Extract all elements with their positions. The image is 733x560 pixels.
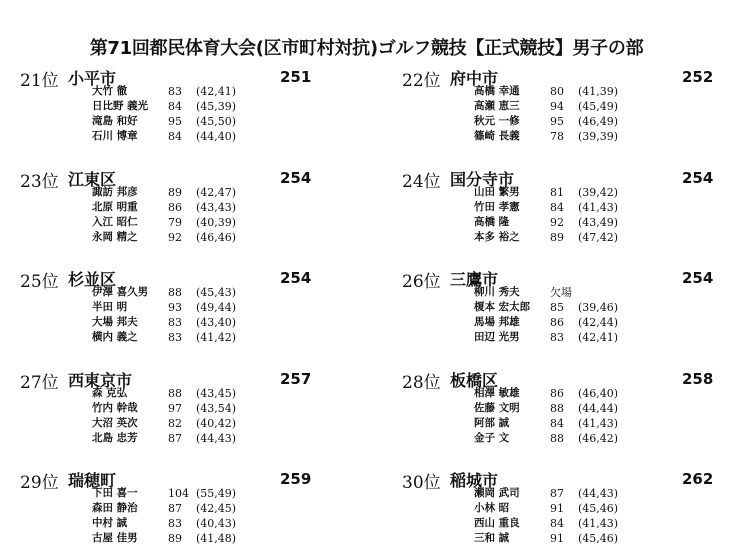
player-score: 88 <box>550 432 564 445</box>
player-name: 森田 静治 <box>92 502 138 514</box>
player-name: 大場 邦夫 <box>92 316 138 328</box>
player-row <box>92 129 312 144</box>
player-name: 秋元 一修 <box>474 115 520 127</box>
player-name: 竹内 幹哉 <box>92 402 138 414</box>
player-score: 86 <box>550 387 564 400</box>
team-block <box>20 167 340 259</box>
player-detail: (44,40) <box>196 130 237 143</box>
player-detail: (40,43) <box>196 517 237 530</box>
player-row <box>474 114 694 129</box>
player-name: 竹田 孝憲 <box>474 201 520 213</box>
player-score: 84 <box>550 201 564 214</box>
player-score: 86 <box>168 201 182 214</box>
player-row <box>92 215 312 230</box>
player-detail: (41,39) <box>578 85 619 98</box>
player-detail: (41,43) <box>578 517 619 530</box>
team-name: 稲城市 <box>450 471 499 490</box>
player-row <box>92 300 312 315</box>
player-detail: (44,43) <box>578 487 619 500</box>
team-total-score: 254 <box>682 169 714 187</box>
player-name: 北原 明重 <box>92 201 138 213</box>
player-row <box>474 185 694 200</box>
player-name: 金子 文 <box>474 432 510 444</box>
player-detail: (42,45) <box>196 502 237 515</box>
player-name: 森 克弘 <box>92 387 128 399</box>
team-total-score: 254 <box>682 269 714 287</box>
player-score: 88 <box>168 286 182 299</box>
team-name: 瑞穂町 <box>68 471 117 490</box>
player-list <box>92 285 312 345</box>
player-row <box>92 401 312 416</box>
player-score: 88 <box>168 387 182 400</box>
team-block <box>20 267 340 359</box>
player-row <box>92 486 312 501</box>
player-name: 柳川 秀夫 <box>474 286 520 298</box>
player-score: 79 <box>168 216 182 229</box>
player-row <box>474 486 694 501</box>
player-row <box>92 416 312 431</box>
team-block <box>20 368 340 460</box>
player-row <box>92 285 312 300</box>
player-score: 87 <box>168 432 182 445</box>
player-row <box>92 84 312 99</box>
player-detail: (42,41) <box>196 85 237 98</box>
player-detail: (43,40) <box>196 316 237 329</box>
player-list <box>474 386 694 446</box>
player-row <box>474 300 694 315</box>
player-name: 石川 博章 <box>92 130 138 142</box>
player-name: 滝島 和好 <box>92 115 138 127</box>
player-detail: (39,42) <box>578 186 619 199</box>
player-name: 田辺 光男 <box>474 331 520 343</box>
player-row <box>92 501 312 516</box>
player-name: 小林 昭 <box>474 502 510 514</box>
team-rank: 24位 <box>402 172 441 192</box>
team-block <box>402 468 722 560</box>
player-row <box>474 230 694 245</box>
player-score: 104 <box>168 487 189 500</box>
player-list <box>474 185 694 245</box>
player-row <box>92 431 312 446</box>
player-score: 87 <box>550 487 564 500</box>
player-score: 89 <box>550 231 564 244</box>
player-score: 欠場 <box>550 286 572 299</box>
player-row <box>92 330 312 345</box>
player-score: 92 <box>168 231 182 244</box>
player-detail: (44,43) <box>196 432 237 445</box>
player-score: 80 <box>550 85 564 98</box>
player-score: 93 <box>168 301 182 314</box>
player-detail: (45,43) <box>196 286 237 299</box>
player-detail: (40,39) <box>196 216 237 229</box>
team-block <box>20 66 340 158</box>
player-name: 古屋 佳男 <box>92 532 138 544</box>
player-row <box>92 386 312 401</box>
player-name: 榎本 宏太郎 <box>474 301 531 313</box>
player-name: 西山 重良 <box>474 517 520 529</box>
player-detail: (45,46) <box>578 532 619 545</box>
player-detail: (42,41) <box>578 331 619 344</box>
player-detail: (46,49) <box>578 115 619 128</box>
player-row <box>92 114 312 129</box>
player-score: 97 <box>168 402 182 415</box>
player-name: 諏訪 邦彦 <box>92 186 138 198</box>
player-score: 91 <box>550 502 564 515</box>
player-row <box>474 516 694 531</box>
player-row <box>92 185 312 200</box>
team-rank: 30位 <box>402 473 441 493</box>
player-score: 89 <box>168 532 182 545</box>
player-list <box>92 185 312 245</box>
team-total-score: 254 <box>280 169 312 187</box>
player-name: 横内 義之 <box>92 331 138 343</box>
page-title: 第71回都民体育大会(区市町村対抗)ゴルフ競技【正式競技】男子の部 <box>89 38 644 59</box>
team-total-score: 252 <box>682 68 714 86</box>
player-score: 85 <box>550 301 564 314</box>
player-name: 馬場 邦雄 <box>474 316 520 328</box>
player-name: 下田 喜一 <box>92 487 138 499</box>
player-score: 89 <box>168 186 182 199</box>
player-row <box>92 516 312 531</box>
team-rank: 27位 <box>20 373 59 393</box>
player-detail: (45,46) <box>578 502 619 515</box>
player-score: 78 <box>550 130 564 143</box>
player-score: 95 <box>550 115 564 128</box>
player-row <box>92 531 312 546</box>
player-detail: (42,44) <box>578 316 619 329</box>
player-name: 高瀬 恵三 <box>474 100 520 112</box>
player-score: 86 <box>550 316 564 329</box>
team-name: 国分寺市 <box>450 170 515 189</box>
player-name: 半田 明 <box>92 301 128 313</box>
player-name: 本多 裕之 <box>474 231 520 243</box>
team-rank: 26位 <box>402 272 441 292</box>
player-detail: (55,49) <box>196 487 237 500</box>
player-name: 高橋 幸通 <box>474 85 520 97</box>
team-total-score: 254 <box>280 269 312 287</box>
team-total-score: 258 <box>682 370 714 388</box>
team-rank: 29位 <box>20 473 59 493</box>
team-block <box>402 368 722 460</box>
team-rank: 23位 <box>20 172 59 192</box>
player-list <box>92 486 312 546</box>
team-total-score: 262 <box>682 470 714 488</box>
player-detail: (42,47) <box>196 186 237 199</box>
player-list <box>474 84 694 144</box>
player-name: 高橋 隆 <box>474 216 510 228</box>
player-detail: (40,42) <box>196 417 237 430</box>
player-name: 北島 忠芳 <box>92 432 138 444</box>
player-detail: (45,49) <box>578 100 619 113</box>
player-score: 83 <box>168 517 182 530</box>
player-score: 83 <box>168 85 182 98</box>
player-score: 84 <box>168 100 182 113</box>
team-total-score: 251 <box>280 68 312 86</box>
player-row <box>92 200 312 215</box>
player-score: 91 <box>550 532 564 545</box>
player-score: 83 <box>168 331 182 344</box>
player-row <box>474 129 694 144</box>
player-row <box>474 215 694 230</box>
team-total-score: 257 <box>280 370 312 388</box>
player-row <box>92 230 312 245</box>
team-name: 板橋区 <box>450 371 499 390</box>
player-detail: (43,43) <box>196 201 237 214</box>
player-row <box>474 99 694 114</box>
player-row <box>474 501 694 516</box>
player-list <box>474 486 694 546</box>
player-name: 大竹 徹 <box>92 85 128 97</box>
player-list <box>92 84 312 144</box>
player-score: 92 <box>550 216 564 229</box>
player-detail: (44,44) <box>578 402 619 415</box>
team-rank: 22位 <box>402 71 441 91</box>
player-score: 88 <box>550 402 564 415</box>
player-row <box>474 200 694 215</box>
player-detail: (45,39) <box>196 100 237 113</box>
player-name: 伊澤 喜久男 <box>92 286 149 298</box>
team-name: 三鷹市 <box>450 270 499 289</box>
player-detail: (46,46) <box>196 231 237 244</box>
player-score: 95 <box>168 115 182 128</box>
player-score: 83 <box>168 316 182 329</box>
player-detail: (46,42) <box>578 432 619 445</box>
team-name: 杉並区 <box>68 270 117 289</box>
player-detail: (41,42) <box>196 331 237 344</box>
player-name: 大沼 英次 <box>92 417 138 429</box>
player-detail: (39,46) <box>578 301 619 314</box>
player-detail: (43,49) <box>578 216 619 229</box>
player-score: 94 <box>550 100 564 113</box>
player-detail: (41,43) <box>578 417 619 430</box>
player-score: 81 <box>550 186 564 199</box>
player-row <box>474 285 694 300</box>
player-score: 84 <box>168 130 182 143</box>
player-name: 相澤 敏雄 <box>474 387 520 399</box>
player-row <box>474 416 694 431</box>
player-detail: (39,39) <box>578 130 619 143</box>
player-row <box>474 330 694 345</box>
team-block <box>20 468 340 560</box>
player-name: 瀬岡 武司 <box>474 487 520 499</box>
player-row <box>474 84 694 99</box>
team-rank: 25位 <box>20 272 59 292</box>
player-detail: (47,42) <box>578 231 619 244</box>
player-score: 82 <box>168 417 182 430</box>
player-score: 83 <box>550 331 564 344</box>
player-row <box>474 401 694 416</box>
player-row <box>474 315 694 330</box>
player-detail: (41,43) <box>578 201 619 214</box>
player-row <box>474 531 694 546</box>
team-block <box>402 167 722 259</box>
player-row <box>92 315 312 330</box>
player-name: 阿部 誠 <box>474 417 510 429</box>
player-detail: (45,50) <box>196 115 237 128</box>
team-name: 西東京市 <box>68 371 133 390</box>
player-name: 永岡 精之 <box>92 231 138 243</box>
player-name: 日比野 義光 <box>92 100 149 112</box>
team-name: 府中市 <box>450 69 499 88</box>
player-list <box>474 285 694 345</box>
player-name: 篠崎 長義 <box>474 130 520 142</box>
team-block <box>402 66 722 158</box>
player-name: 入江 昭仁 <box>92 216 138 228</box>
player-name: 中村 誠 <box>92 517 128 529</box>
player-row <box>474 386 694 401</box>
team-rank: 28位 <box>402 373 441 393</box>
player-name: 山田 繁男 <box>474 186 520 198</box>
team-total-score: 259 <box>280 470 312 488</box>
player-score: 84 <box>550 517 564 530</box>
player-detail: (43,54) <box>196 402 237 415</box>
player-list <box>92 386 312 446</box>
player-name: 佐藤 文明 <box>474 402 520 414</box>
team-name: 江東区 <box>68 170 117 189</box>
player-detail: (46,40) <box>578 387 619 400</box>
team-block <box>402 267 722 359</box>
team-name: 小平市 <box>68 69 117 88</box>
player-score: 87 <box>168 502 182 515</box>
player-detail: (49,44) <box>196 301 237 314</box>
player-row <box>474 431 694 446</box>
player-score: 84 <box>550 417 564 430</box>
player-detail: (43,45) <box>196 387 237 400</box>
player-row <box>92 99 312 114</box>
player-detail: (41,48) <box>196 532 237 545</box>
team-rank: 21位 <box>20 71 59 91</box>
player-name: 三和 誠 <box>474 532 510 544</box>
